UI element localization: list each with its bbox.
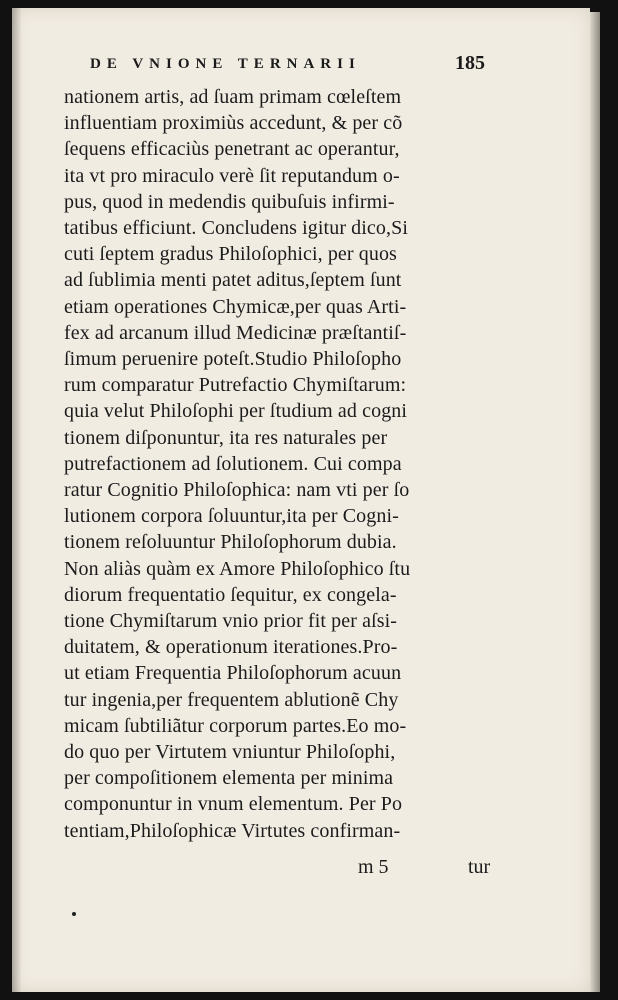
text-line: tentiam,Philoſophicæ Virtutes confirman- [64,819,401,842]
text-line: tatibus efficiunt. Concludens igitur dico,Si [64,217,408,240]
text-line: duitatem, & operationum iterationes.Pro- [64,636,398,659]
page-edge [590,12,600,992]
text-line: ut etiam Frequentia Philoſophorum acuun [64,662,402,685]
text-line: tur ingenia,per frequentem ablutionẽ Chy [64,688,399,711]
page-number: 185 [455,52,485,74]
text-line: per compoſitionem elementa per minima [64,767,394,790]
signature-mark: m 5 [358,856,389,878]
text-line: cuti ſeptem gradus Philoſophici, per quos [64,243,397,266]
text-line: do quo per Virtutem vniuntur Philoſophi, [64,741,396,764]
ink-speck [72,912,76,916]
text-line: ita vt pro miraculo verè ſit reputandum o- [64,164,400,187]
running-head: DE VNIONE TERNARII [90,56,361,72]
text-line: tionem diſponuntur, ita res naturales per [64,426,388,449]
text-line: pus, quod in medendis quibuſuis infirmi- [64,190,395,213]
text-line: etiam operationes Chymicæ,per quas Arti- [64,295,407,318]
text-line: quia velut Philoſophi per ſtudium ad cogni [64,400,408,423]
catchword: tur [468,856,491,878]
text-line: rum comparatur Putrefactio Chymiſtarum: [64,374,407,397]
text-line: Non aliàs quàm ex Amore Philoſophico ſtu [64,557,411,580]
text-line: ſequens efficaciùs penetrant ac operantur, [64,138,400,161]
text-line: influentiam proximiùs accedunt, & per cõ [64,112,403,135]
text-line: fex ad arcanum illud Medicinæ præſtantiſ- [64,321,407,344]
text-line: tionem reſoluuntur Philoſophorum dubia. [64,531,397,554]
text-line: ſimum peruenire poteſt.Studio Philoſopho [64,348,402,371]
text-line: diorum frequentatio ſequitur, ex congela- [64,583,397,606]
text-line: micam ſubtiliãtur corporum partes.Eo mo- [64,714,407,737]
text-line: lutionem corpora ſoluuntur,ita per Cogni- [64,505,399,528]
body-text [64,84,508,844]
text-line: putrefactionem ad ſolutionem. Cui compa [64,452,402,475]
text-line: componuntur in vnum elementum. Per Po [64,793,403,816]
text-line: ad ſublimia menti patet aditus,ſeptem ſunt [64,269,402,292]
text-line: tione Chymiſtarum vnio prior fit per aſsi- [64,610,398,633]
text-line: nationem artis, ad ſuam primam cœleſtem [64,86,402,108]
text-line: ratur Cognitio Philoſophica: nam vti per ſo [64,479,410,502]
